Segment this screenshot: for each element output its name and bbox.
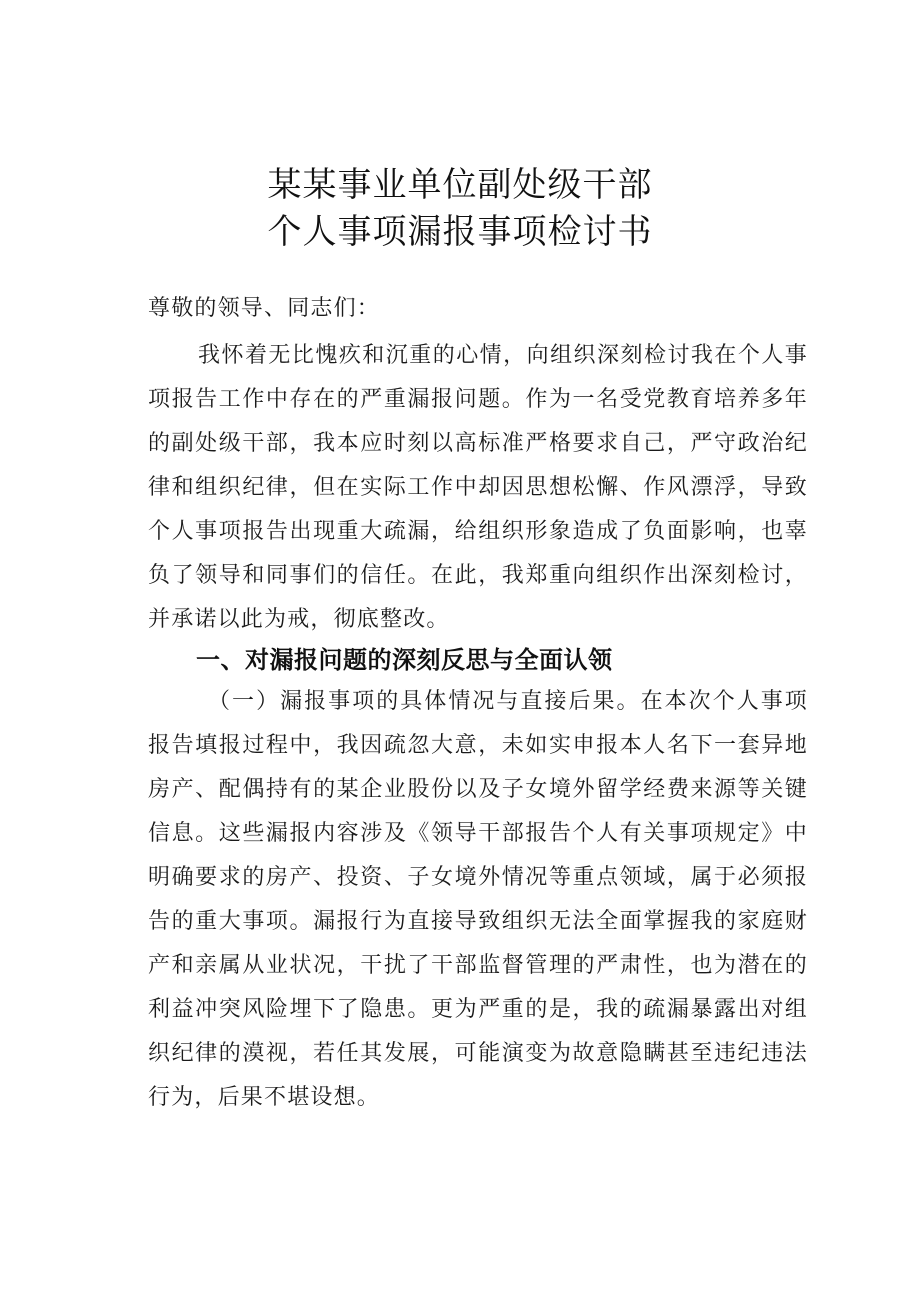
document-title-line-1: 某某事业单位副处级干部 xyxy=(267,165,653,205)
section-heading-1: 一、对漏报问题的深刻反思与全面认领 xyxy=(196,646,613,674)
paragraph-intro: 我怀着无比愧疚和沉重的心情，向组织深刻检讨我在个人事项报告工作中存在的严重漏报问题。作为一名受党教育培养多年的副处级干部，我本应时刻以高标准严格要求自己，严守政治纪律和组织纪律，但在实际工作中却因思想松懈、作风漂浮，导致个人事项报告出现重大疏漏，给组织形象造成了负面影响，也辜负了领导和同事们的信任。在此，我郑重向组织作出深刻检讨，并承诺以此为戒，彻底整改。 xyxy=(148,343,808,632)
paragraph-section-1-1: （一）漏报事项的具体情况与直接后果。在本次个人事项报告填报过程中，我因疏忽大意，未如实申报本人名下一套异地房产、配偶持有的某企业股份以及子女境外留学经费来源等关键信息。这些漏报内容涉及《领导干部报告个人有关事项规定》中明确要求的房产、投资、子女境外情况等重点领域，属于必须报告的重大事项。漏报行为直接导致组织无法全面掌握我的家庭财产和亲属从业状况，干扰了干部监督管理的严肃性，也为潜在的利益冲突风险埋下了隐患。更为严重的是，我的疏漏暴露出对组织纪律的漠视，若任其发展，可能演变为故意隐瞒甚至违纪违法行为，后果不堪设想。 xyxy=(148,689,808,1110)
document-title-line-2: 个人事项漏报事项检讨书 xyxy=(267,212,653,252)
salutation: 尊敬的领导、同志们： xyxy=(148,296,381,321)
